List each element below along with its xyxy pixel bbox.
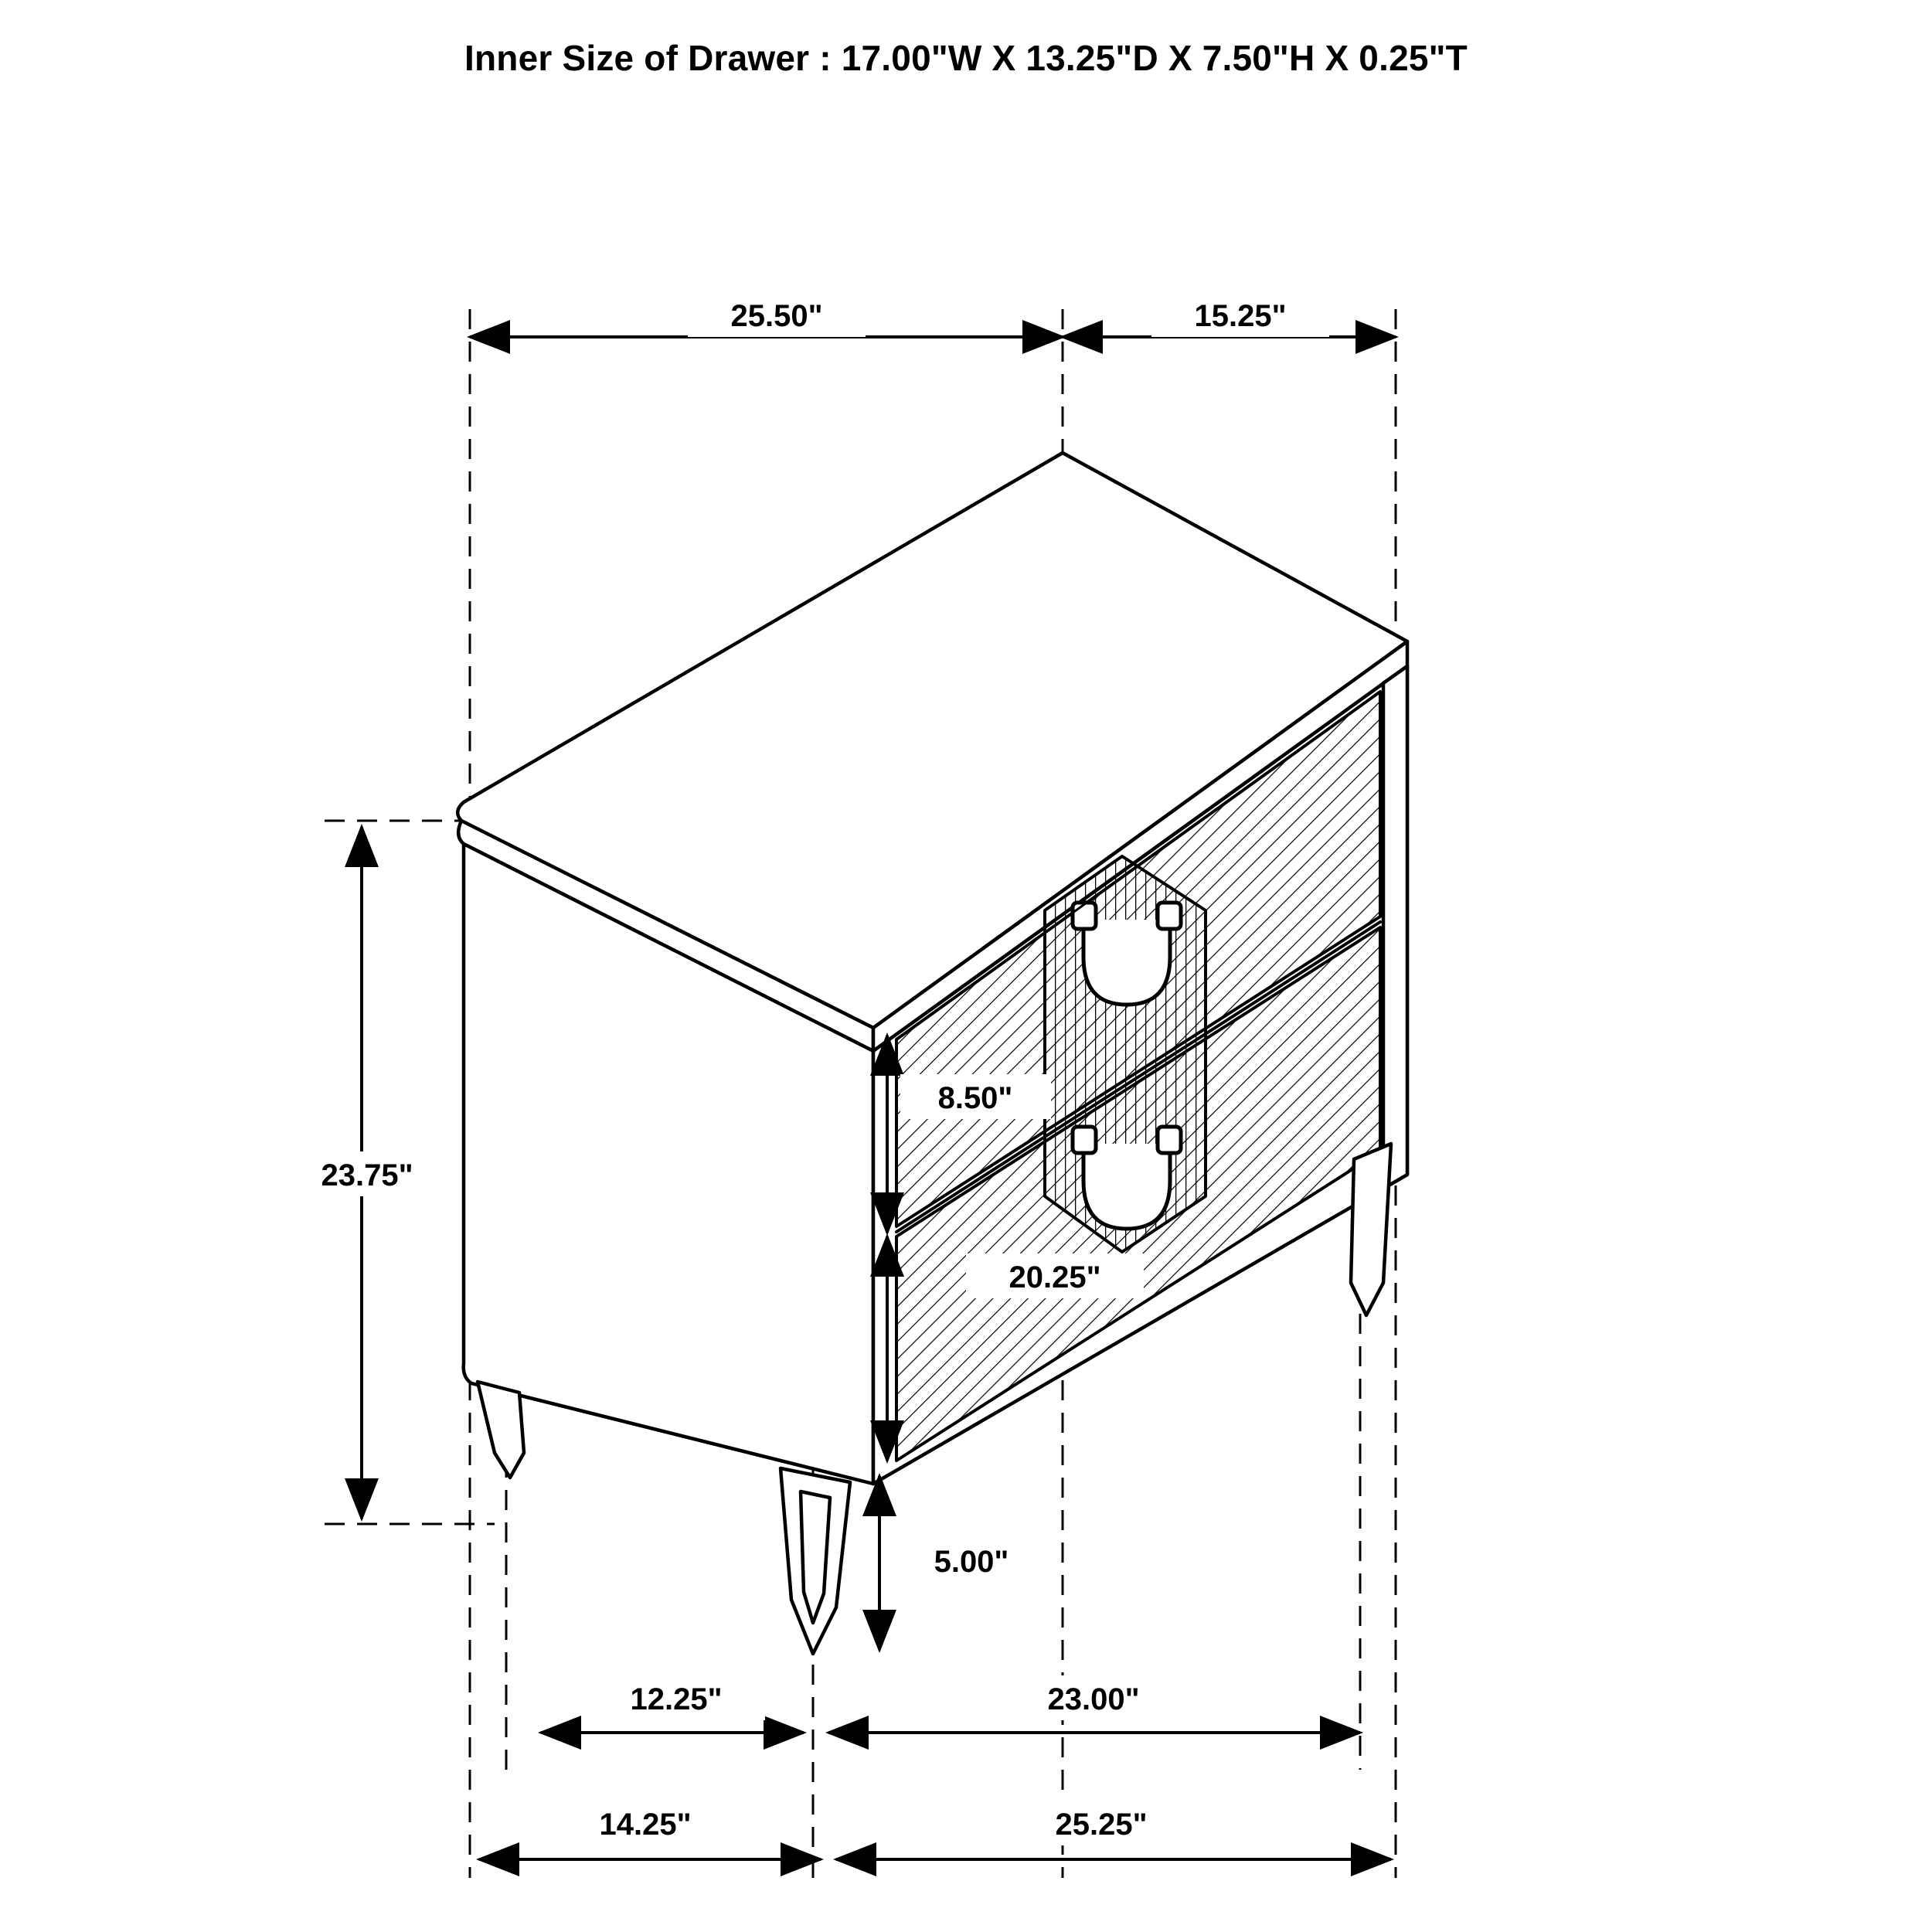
label-bottom-right-width: 23.00" [1047, 1682, 1140, 1716]
label-top-right-width: 15.25" [1194, 299, 1287, 333]
label-bottom-left-depth: 12.25" [630, 1682, 723, 1716]
leg-front-left [478, 1382, 524, 1478]
label-drawer-front-width: 20.25" [1009, 1260, 1101, 1294]
label-leg-height: 5.00" [934, 1545, 1009, 1579]
leg-back-right [1351, 1144, 1391, 1315]
label-base-right-width: 25.25" [1055, 1808, 1148, 1842]
right-side-strip [1383, 666, 1407, 1189]
label-top-left-width: 25.50" [730, 299, 823, 333]
label-overall-height: 23.75" [321, 1158, 413, 1192]
label-base-left-depth: 14.25" [599, 1808, 692, 1842]
nightstand-illustration [457, 453, 1407, 1654]
page-title: Inner Size of Drawer : 17.00"W X 13.25"D X 7.50"H X 0.25"T [464, 38, 1468, 78]
label-drawer-face-height: 8.50" [937, 1081, 1013, 1115]
